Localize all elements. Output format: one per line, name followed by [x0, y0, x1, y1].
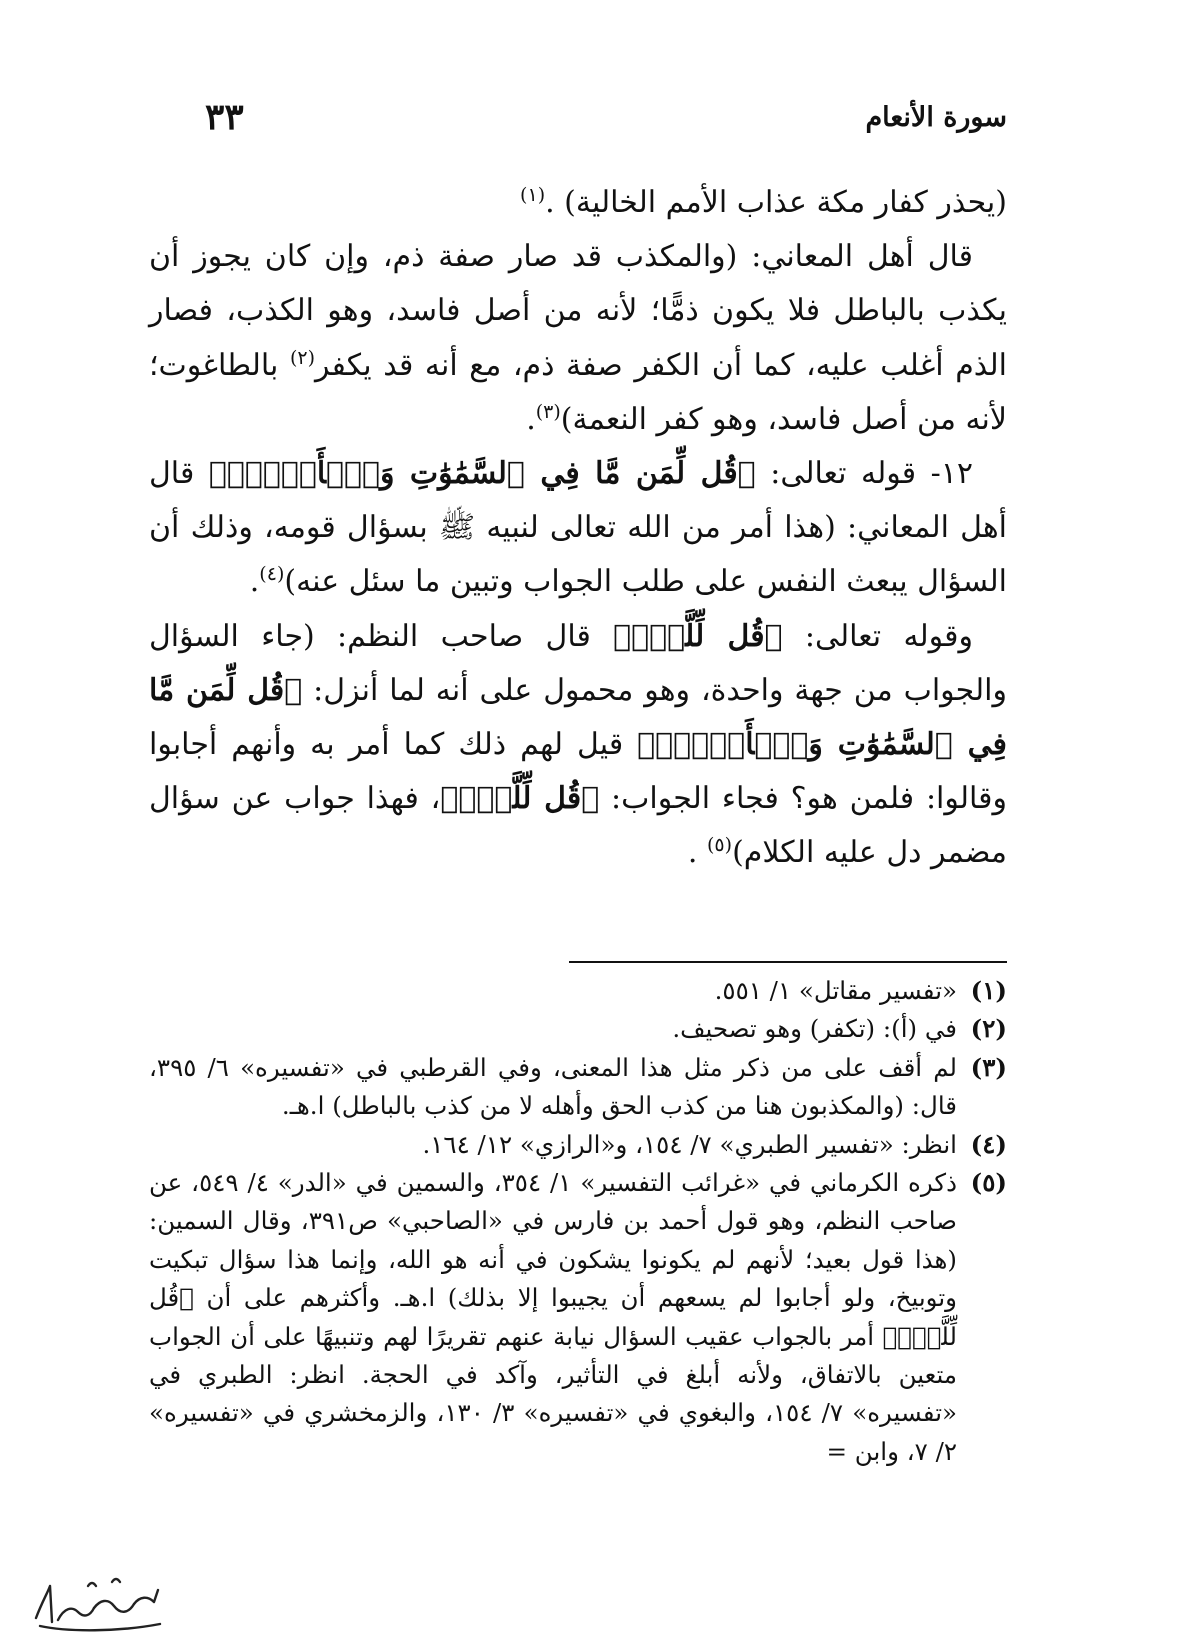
page-header: [205, 92, 1007, 142]
paragraph-3-text-b: قال أهل المعاني: (هذا أمر من الله تعالى لنبيه ﷺ بسؤال قومه، وذلك أن السؤال يبعث النفس على طلب الجواب وتبين ما سئل عنه): [149, 456, 1007, 600]
paragraph-1: [149, 176, 1007, 230]
footnote-text: لم أقف على من ذكر مثل هذا المعنى، وفي القرطبي في «تفسيره» ٦/ ٣٩٥، قال: (والمكذبون هنا من كذب الحق وأهله لا من كذب بالباطل) ا.هـ.: [149, 1052, 957, 1121]
footnote-item: [149, 1164, 1007, 1471]
footnote-ref-5: (٥): [707, 834, 733, 857]
footnote-number: (٢): [970, 1014, 1007, 1044]
footnote-item: [149, 1010, 1007, 1048]
main-text: [149, 176, 1007, 881]
watermark-logo-icon: [28, 1572, 168, 1638]
paragraph-2: [149, 230, 1007, 447]
paragraph-4: [149, 610, 1007, 881]
paragraph-1-text: (يحذر كفار مكة عذاب الأمم الخالية) .: [545, 185, 1007, 220]
footnote-item: [149, 1126, 1007, 1164]
paragraph-4-end: .: [687, 835, 707, 871]
page-number: ٣٣: [205, 96, 244, 138]
paragraph-4-text-c: قيل لهم ذلك كما أمر به وأنهم أجابوا وقالوا: فلمن هو؟ فجاء الجواب:: [149, 727, 1008, 817]
footnote-number: (٥): [970, 1168, 1007, 1198]
footnotes: [149, 972, 1007, 1471]
paragraph-3: [149, 447, 1007, 610]
quran-verse: ﴿قُل لِّلَّهِۚ﴾: [440, 781, 600, 817]
footnote-item: [149, 972, 1007, 1010]
quran-verse: ﴿قُل لِّمَن مَّا فِي ٱلسَّمَٰوَٰتِ وَٱلۡأَرۡضِۖ﴾: [149, 672, 1007, 763]
quran-verse: ﴿قُل لِّمَن مَّا فِي ٱلسَّمَٰوَٰتِ وَٱلۡأَرۡضِۖ﴾: [208, 456, 756, 492]
paragraph-2-text-b: بالطاغوت؛ لأنه من أصل فاسد، وهو كفر النعمة): [149, 347, 1007, 437]
paragraph-4-text-d: ، فهذا جواب عن سؤال مضمر دل عليه الكلام): [149, 781, 1007, 871]
paragraph-2-end: .: [526, 401, 536, 437]
footnote-number: (١): [970, 976, 1007, 1005]
surah-title: سورة الأنعام: [865, 101, 1007, 133]
footnote-ref-1: (١): [520, 184, 546, 206]
footnote-text: انظر: «تفسير الطبري» ٧/ ١٥٤، و«الرازي» ١٢/ ١٦٤.: [422, 1129, 957, 1159]
footnote-item: [149, 1049, 1007, 1126]
footnote-ref-2: (٢): [289, 346, 315, 369]
footnote-number: (٤): [970, 1129, 1007, 1159]
paragraph-2-text-a: قال أهل المعاني: (والمكذب قد صار صفة ذم، وإن كان يجوز أن يكذب بالباطل فلا يكون ذمًّا؛ لأنه من أصل فاسد، وهو الكذب، فصار الذم أغلب عليه، كما أن الكفر صفة ذم، مع أنه قد يكفر: [149, 239, 1007, 383]
footnote-ref-4: (٤): [259, 563, 285, 586]
paragraph-3-end: .: [249, 564, 260, 600]
paragraph-3-text-a: ١٢- قوله تعالى:: [755, 456, 973, 492]
footnote-text: ذكره الكرماني في «غرائب التفسير» ١/ ٣٥٤، والسمين في «الدر» ٤/ ٥٤٩، عن صاحب النظم، وهو قول أحمد بن فارس في «الصاحبي» ص٣٩١، وقال السمين: (هذا قول بعيد؛ لأنهم لم يكونوا يشكون في أنه هو الله، وإنما هذا سؤال تبكيت وتوبيخ، ولو أجابوا لم يسعهم أن يجيبوا إلا بذلك) ا.هـ. وأكثرهم على أن ﴿قُل لِّلَّهِۚ﴾ أمر بالجواب عقيب السؤال نيابة عنهم تقريرًا لهم وتنبيهًا على أن الجواب متعين بالاتفاق، ولأنه أبلغ في التأثير، وآكد في الحجة. انظر: الطبري في «تفسيره» ٧/ ١٥٤، والبغوي في «تفسيره» ٣/ ١٣٠، والزمخشري في «تفسيره» ٢/ ٧، وابن =: [149, 1168, 957, 1466]
paragraph-4-text-a: وقوله تعالى:: [782, 618, 974, 654]
footnote-text: «تفسير مقاتل» ١/ ٥٥١.: [714, 976, 957, 1005]
footnote-divider: [569, 961, 1007, 963]
footnote-number: (٣): [970, 1052, 1007, 1082]
paragraph-4-text-b: قال صاحب النظم: (جاء السؤال والجواب من جهة واحدة، وهو محمول على أنه لما أنزل:: [149, 618, 1008, 708]
quran-verse: ﴿قُل لِّلَّهِۚ﴾: [613, 618, 783, 654]
footnote-text: في (أ): (تكفر) وهو تصحيف.: [672, 1014, 957, 1044]
footnote-ref-3: (٣): [535, 400, 561, 423]
